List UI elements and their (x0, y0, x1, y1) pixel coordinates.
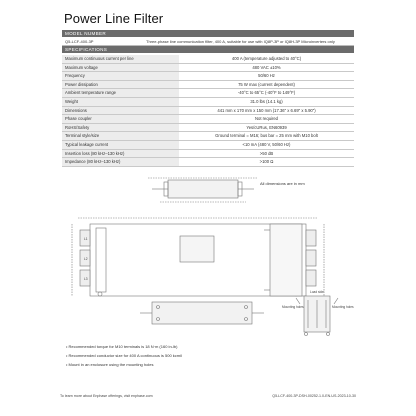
spec-key: Maximum continuous current per line (62, 55, 179, 63)
model-number-header: MODEL NUMBER (62, 30, 354, 37)
table-row (62, 63, 354, 72)
spec-value: 480 VAC ±10% (179, 63, 354, 72)
mounting-holes-label-left: Mounting holes (282, 305, 304, 309)
dimensions-note: All dimensions are in mm (260, 181, 305, 186)
spec-key: RoHS/Safety (62, 123, 179, 132)
spec-key: Frequency (62, 72, 179, 81)
spec-value: -40°C to 65°C (-40°F to 149°F) (179, 89, 354, 98)
table-row (62, 132, 354, 141)
side-view-drawing (264, 224, 302, 296)
spec-value: 50/60 Hz (179, 72, 354, 81)
table-row (62, 80, 354, 89)
spec-value: 400 A (temperature adjusted to 40°C) (179, 55, 354, 63)
table-row (62, 149, 354, 158)
spec-key: Phase coupler (62, 115, 179, 124)
spec-value: 31.0 lbs (14.1 kg) (179, 97, 354, 106)
spec-key: Dimensions (62, 106, 179, 115)
page-title: Power Line Filter (64, 11, 164, 26)
table-row (62, 106, 354, 115)
spec-value: >100 Ω (179, 158, 354, 167)
phase-label-l1: L1 (84, 237, 88, 241)
table-row (62, 72, 354, 81)
model-row (62, 38, 354, 46)
note-item: • Recommended torque for M10 terminals is 18 N·m (160 in-lb) (66, 344, 178, 349)
note-item: • Mount in an enclosure using the mounting holes (66, 362, 154, 367)
connection-view-drawing (296, 296, 338, 336)
table-row (62, 140, 354, 149)
table-row (62, 55, 354, 63)
spec-key: Weight (62, 97, 179, 106)
model-name: Q5-LCF-400-3P (65, 39, 94, 44)
spec-value: >50 dB (179, 149, 354, 158)
footer-document-id: Q5-LCF-400-3P-DSH-00252-1.0-EN-US-2023-10-30 (272, 394, 356, 398)
footer-link-text[interactable]: To learn more about Enphase offerings, visit enphase.com (60, 394, 153, 398)
top-view-drawing (148, 178, 258, 202)
spec-value: 441 mm x 170 mm x 150 mm (17.36" x 6.69" x 5.90") (179, 106, 354, 115)
phase-label-l2: L2 (84, 257, 88, 261)
mounting-holes-label-right: Mounting holes (332, 305, 354, 309)
spec-key: Terminal style/size (62, 132, 179, 141)
specifications-table (62, 55, 354, 167)
note-item: • Recommended conductor size for 400 A continuous is 500 kcmil (66, 353, 182, 358)
bottom-view-drawing (140, 302, 264, 324)
spec-value: 75 W max (current dependent) (179, 80, 354, 89)
spec-value: Ground terminal = M16; bus bar = 25 mm with M10 bolt (179, 132, 354, 141)
spec-value: <10 mA (480 V, 50/60 Hz) (179, 140, 354, 149)
load-side-label: Load side (310, 290, 324, 294)
spec-value: Not required (179, 115, 354, 124)
spec-key: Impedance (80 kHz–130 kHz) (62, 158, 179, 167)
table-row (62, 123, 354, 132)
table-row (62, 89, 354, 98)
spec-key: Power dissipation (62, 80, 179, 89)
model-description: Three-phase line communication filter, 400 A, suitable for use with IQ8P-3P or IQ8H-3P Microinverters only (146, 39, 335, 44)
specifications-header: SPECIFICATIONS (62, 46, 354, 53)
phase-label-l3: L3 (84, 277, 88, 281)
installation-notes (66, 342, 182, 369)
spec-key: Ambient temperature range (62, 89, 179, 98)
table-row (62, 97, 354, 106)
spec-value: Yes/cURus, EN60939 (179, 123, 354, 132)
table-row (62, 158, 354, 167)
spec-key: Typical leakage current (62, 140, 179, 149)
spec-key: Insertion loss (80 kHz–130 kHz) (62, 149, 179, 158)
table-row (62, 115, 354, 124)
spec-key: Maximum voltage (62, 63, 179, 72)
technical-drawing (60, 174, 356, 340)
